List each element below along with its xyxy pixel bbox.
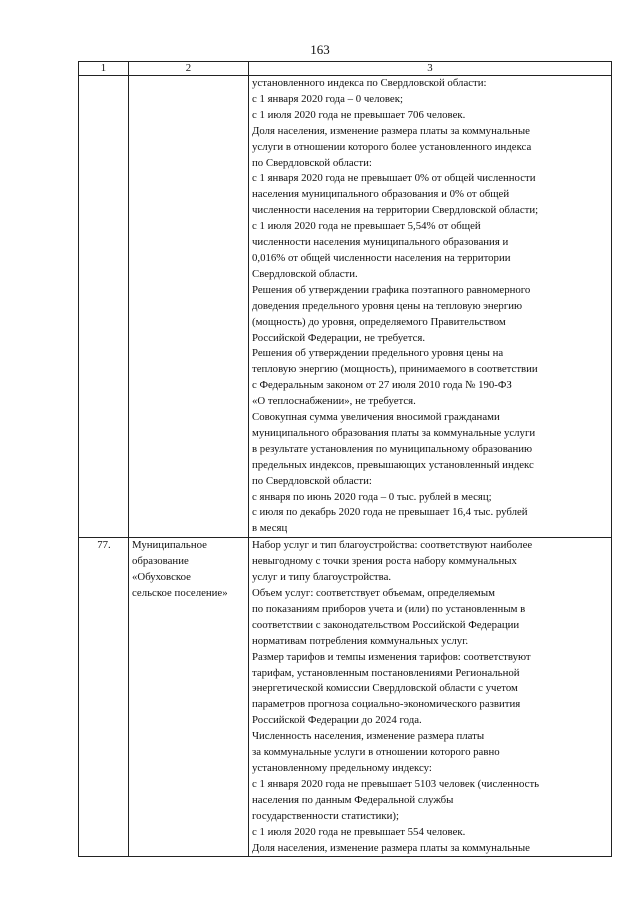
table-body (79, 76, 612, 857)
description-line: невыгодному с точки зрения роста набору коммунальных (252, 555, 517, 568)
description-cell (249, 538, 612, 857)
description-line: государственности статистики); (252, 809, 399, 822)
description-line: 0,016% от общей численности населения на территории (252, 251, 511, 264)
description-line: нормативам потребления коммунальных услуг. (252, 634, 469, 647)
description-line: с 1 января 2020 года не превышает 0% от общей численности (252, 172, 536, 185)
document-table (78, 61, 612, 857)
description-line: Свердловской области. (252, 267, 358, 280)
table-row (79, 76, 612, 538)
municipality-name-line: Муниципальное (132, 539, 207, 552)
description-line: с 1 июля 2020 года не превышает 5,54% от общей (252, 220, 481, 233)
description-line: населения по данным Федеральной службы (252, 793, 454, 806)
description-line: Решения об утверждении графика поэтапного равномерного (252, 283, 531, 296)
description-line: Решения об утверждении предельного уровня цены на (252, 347, 504, 360)
description-line: тарифам, установленным постановлениями Региональной (252, 666, 520, 679)
page-number: 163 (310, 42, 330, 57)
municipality-name-line: сельское поселение» (132, 587, 228, 599)
table-row (79, 538, 612, 857)
municipality-name (129, 538, 249, 857)
description-line: услуги в отношении которого более установленного индекса (252, 140, 532, 153)
description-line: за коммунальные услуги в отношении которого равно (252, 746, 500, 759)
description-line: с июля по декабрь 2020 года не превышает 16,4 тыс. рублей (252, 506, 528, 519)
description-line: Объем услуг: соответствует объемам, определяемым (252, 587, 495, 599)
description-line: Набор услуг и тип благоустройства: соответствуют наиболее (252, 539, 533, 552)
description-line: численности населения на территории Свердловской области; (252, 204, 539, 217)
description-line: Доля населения, изменение размера платы за коммунальные (252, 124, 530, 137)
description-line: по Свердловской области: (252, 474, 372, 487)
description-cell (249, 76, 612, 538)
description-line: с января по июнь 2020 года – 0 тыс. рублей в месяц; (252, 490, 492, 503)
row-number: 77. (79, 538, 129, 857)
description-line: по показаниям приборов учета и (или) по установленным в (252, 602, 526, 615)
description-line: установленного индекса по Свердловской области: (252, 77, 487, 89)
municipality-name-line: образование (132, 555, 189, 568)
municipality-name (129, 76, 249, 538)
description-line: соответствии с законодательством Российской Федерации (252, 618, 520, 631)
description-line: в результате установления по муниципальному образованию (252, 442, 533, 455)
description-line: с Федеральным законом от 27 июля 2010 года № 190-ФЗ (252, 379, 512, 392)
description-line: численности населения муниципального образования и (252, 236, 509, 249)
description-line: Доля населения, изменение размера платы за коммунальные (252, 841, 530, 854)
description-line: услуг и типу благоустройства. (252, 571, 392, 584)
description-line: доведения предельного уровня цены на тепловую энергию (252, 299, 523, 312)
description-line: параметров прогноза социально-экономического развития (252, 698, 521, 711)
description-line: с 1 июля 2020 года не превышает 706 человек. (252, 108, 466, 121)
description-line: тепловую энергию (мощность), принимаемого в соответствии (252, 363, 538, 376)
description-line: предельных индексов, превышающих установленный индекс (252, 458, 534, 471)
header-col-1: 1 (79, 62, 129, 76)
description-line: в месяц (252, 522, 288, 535)
description-line: с 1 июля 2020 года не превышает 554 человек. (252, 825, 466, 838)
description-line: Численность населения, изменение размера платы (252, 730, 485, 743)
description-line: энергетической комиссии Свердловской области с учетом (252, 682, 518, 695)
header-col-3: 3 (249, 62, 612, 76)
header-col-2: 2 (129, 62, 249, 76)
description-line: с 1 января 2020 года не превышает 5103 человек (численность (252, 777, 540, 790)
description-line: установленному предельному индексу: (252, 761, 432, 774)
description-line: по Свердловской области: (252, 156, 372, 169)
table-header-row (79, 62, 612, 76)
description-line: (мощность) до уровня, определяемого Правительством (252, 315, 506, 328)
description-line: Совокупная сумма увеличения вносимой гражданами (252, 411, 500, 424)
description-line: с 1 января 2020 года – 0 человек; (252, 92, 403, 105)
row-number (79, 76, 129, 538)
description-line: Российской Федерации до 2024 года. (252, 714, 422, 727)
description-line: «О теплоснабжении», не требуется. (252, 395, 416, 408)
description-line: населения муниципального образования и 0% от общей (252, 188, 510, 201)
municipality-name-line: «Обуховское (132, 571, 191, 584)
description-line: Размер тарифов и темпы изменения тарифов: соответствуют (252, 650, 531, 663)
description-line: Российской Федерации, не требуется. (252, 331, 426, 344)
description-line: муниципального образования платы за коммунальные услуги (252, 426, 536, 439)
